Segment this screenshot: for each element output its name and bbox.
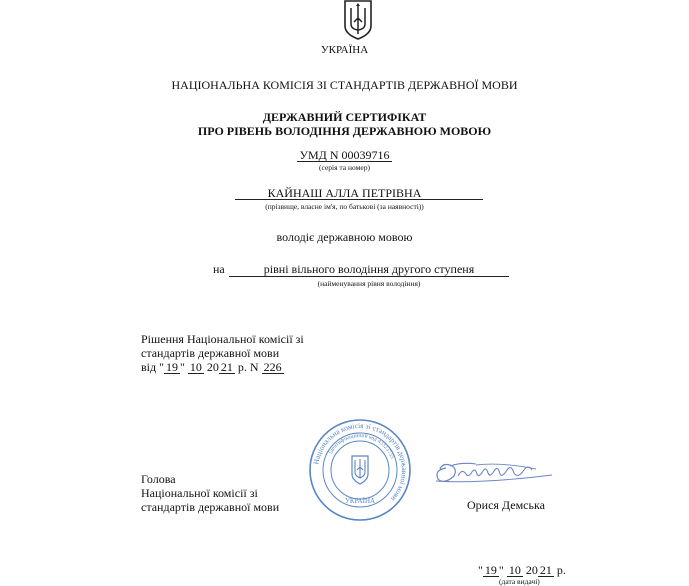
svg-text:Національна комісія зі стандар: Національна комісія зі стандартів державної мови [311,420,410,504]
issue-date: " 19 " 10 20 21 р. [478,563,566,577]
series: УМД [299,148,327,162]
statement: володіє державною мовою [276,230,413,244]
holder-caption: (прізвище, власне ім'я, по батькові (за наявності)) [265,202,424,211]
country-name: УКРАЇНА [320,44,369,56]
svg-text:Ідентифікаційний код 43323755: Ідентифікаційний код 43323755 [327,432,395,460]
decision-line2: стандартів державної мови [141,346,280,360]
svg-text:УКРАЇНА: УКРАЇНА [344,497,376,505]
handwritten-signature [432,454,557,488]
certificate-number: 00039716 [341,148,390,162]
decision-line1: Рішення Національної комісії зі [141,332,304,346]
decision-date-number: від " 19 " 10 20 21 р. N 226 [141,360,282,374]
issue-date-caption: (дата видачі) [499,577,540,586]
official-stamp [308,418,412,522]
signatory-title: Голова Національної комісії зі стандартів державної мови [141,472,280,514]
level-prefix: на [213,262,225,276]
series-caption: (серія та номер) [319,163,370,172]
signatory-name: Орися Демська [467,498,545,512]
holder-name: КАЙНАШ АЛЛА ПЕТРІВНА [267,186,422,200]
coat-of-arms-icon [342,0,374,40]
language-level: рівні вільного володіння другого ступеня [263,262,475,276]
decision-block [141,332,304,374]
level-caption: (найменування рівня володіння) [317,279,421,288]
certificate-series-number: УМД N 00039716 [299,148,390,162]
certificate-title: ДЕРЖАВНИЙ СЕРТИФІКАТ ПРО РІВЕНЬ ВОЛОДІННЯ ДЕРЖАВНОЮ МОВОЮ [197,110,492,138]
commission-name: НАЦІОНАЛЬНА КОМІСІЯ ЗІ СТАНДАРТІВ ДЕРЖАВНОЇ МОВИ [171,78,518,92]
